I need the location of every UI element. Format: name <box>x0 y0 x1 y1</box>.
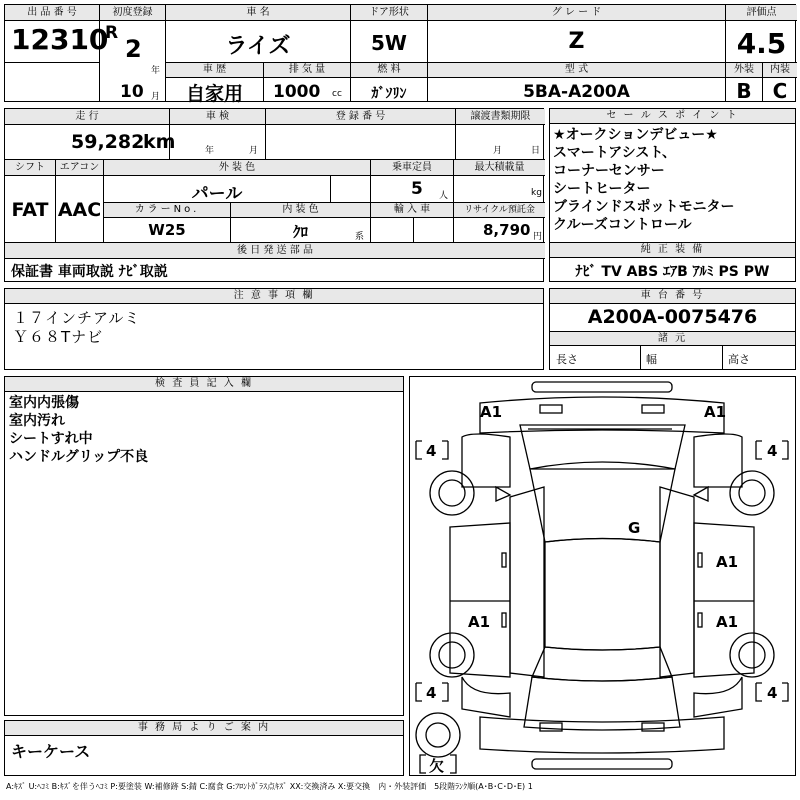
shift: FAT <box>11 199 49 221</box>
notes-label: 注 意 事 項 欄 <box>5 289 543 304</box>
later-parts: 保証書 車両取説 ﾅﾋﾞ取説 <box>11 264 168 280</box>
interior-color: ｸﾛ <box>292 223 308 241</box>
sales-point: クルーズコントロール <box>553 217 692 233</box>
legend: A:ｷｽﾞ U:ﾍｺﾐ B:ｷｽﾞを伴うﾍｺﾐ P:要塗装 W:補修跡 S:錆 C:腐食 G:ﾌﾛﾝﾄｶﾞﾗｽ点ｷｽﾞ XX:交換済み X:要交換 内・外装評価 5段階ﾗﾝｸ順(A･B･C･D･E) 1 <box>6 782 533 791</box>
fuel: ｶﾞｿﾘﾝ <box>371 86 407 102</box>
first-reg-label: 初度登録 <box>100 5 165 20</box>
transfer-day-unit: 日 <box>531 146 541 156</box>
equipment-label: 純 正 装 備 <box>550 243 795 258</box>
import-label: 輸 入 車 <box>393 204 431 215</box>
insp-month-unit: 月 <box>249 146 259 156</box>
mark-windshield: G <box>628 519 641 537</box>
insp-year-unit: 年 <box>205 146 215 156</box>
model-label: 型 式 <box>428 63 725 77</box>
mark-spare: 欠 <box>429 757 445 775</box>
note-line: Ｙ６８Tナビ <box>13 328 104 346</box>
mileage: 59,282 <box>71 131 145 153</box>
capacity-label: 乗車定員 <box>392 162 432 173</box>
history: 自家用 <box>185 83 243 105</box>
color-no-label: カラーNo. <box>134 204 200 215</box>
era: R <box>105 23 119 43</box>
mark-tire-fl: 4 <box>426 442 437 460</box>
sales-point: シートヒーター <box>553 181 651 197</box>
mark-tire-rr: 4 <box>767 684 778 702</box>
height-label: 高さ <box>728 353 750 366</box>
capacity-unit: 人 <box>439 191 449 201</box>
sales-point: スマートアシスト、 <box>553 145 677 161</box>
office-section <box>4 720 404 776</box>
recycle-unit: 円 <box>533 232 543 242</box>
capacity: 5 <box>411 179 423 199</box>
header-section <box>4 4 796 105</box>
fuel-label: 燃 料 <box>351 63 427 77</box>
recycle-label: リサイクル預託金 <box>464 205 535 215</box>
sales-point: コーナーセンサー <box>553 163 665 179</box>
km-unit: km <box>143 131 176 153</box>
inspector-note: 室内内張傷 <box>9 395 79 411</box>
score: 4.5 <box>736 27 787 60</box>
int-color-label: 内 装 色 <box>282 204 319 215</box>
model: 5BA-A200A <box>523 82 630 102</box>
inspector-section <box>4 376 404 716</box>
int-label: 内装 <box>763 63 797 77</box>
exterior-color: パール <box>191 184 243 204</box>
grade-label: グ レ ー ド <box>428 5 725 20</box>
recycle-fee: 8,790 <box>483 221 531 239</box>
score-label: 評価点 <box>726 5 797 20</box>
sales-point: ★オークションデビュー★ <box>553 127 718 143</box>
mark-right-rear-door: A1 <box>716 613 739 631</box>
car-name: ライズ <box>225 34 291 59</box>
lot-number: 12310 <box>11 23 109 56</box>
sales-points-label: セ ー ル ス ポ イ ン ト <box>550 109 795 124</box>
inspector-note: ハンドルグリップ不良 <box>9 449 149 465</box>
damage-diagram <box>409 376 796 776</box>
shift-label: シフト <box>15 162 45 173</box>
lot-no-label: 出 品 番 号 <box>5 5 99 20</box>
mark-tire-rl: 4 <box>426 684 437 702</box>
sales-points-list <box>553 126 734 234</box>
office-note: キーケース <box>11 742 91 761</box>
mark-left-rear-door: A1 <box>468 613 491 631</box>
door-type: 5W <box>371 31 407 55</box>
ext-grade: B <box>736 79 752 103</box>
int-color-unit: 系 <box>355 232 365 242</box>
displacement-label: 排 気 量 <box>264 63 350 77</box>
inspector-label: 検 査 員 記 入 欄 <box>5 377 403 392</box>
car-name-label: 車 名 <box>166 5 350 20</box>
office-label: 事 務 局 よ り ご 案 内 <box>5 721 403 736</box>
car-diagram-svg <box>410 377 795 775</box>
chassis-label: 車 台 番 号 <box>550 289 795 304</box>
transfer-label: 譲渡書類期限 <box>470 111 531 122</box>
ac: AAC <box>57 199 102 221</box>
equipment: ﾅﾋﾞ TV ABS ｴｱB ｱﾙﾐ PS PW <box>575 264 770 280</box>
reg-month: 10 <box>120 82 144 102</box>
later-parts-label: 後 日 発 送 部 品 <box>237 245 313 256</box>
ext-label: 外装 <box>726 63 762 77</box>
mark-right-front-door: A1 <box>716 553 739 571</box>
mark-tire-fr: 4 <box>767 442 778 460</box>
grade: Z <box>568 29 585 54</box>
transfer-month-unit: 月 <box>493 146 503 156</box>
month-unit: 月 <box>151 92 161 102</box>
inspector-note: シートすれ中 <box>9 431 93 447</box>
chassis-number: A200A-0075476 <box>587 306 758 328</box>
reg-no-label: 登 録 番 号 <box>335 111 386 122</box>
color-number: W25 <box>148 221 186 239</box>
chassis-section <box>549 288 796 370</box>
spec-label: 諸 元 <box>550 332 795 346</box>
load-label: 最大積載量 <box>474 162 525 173</box>
inspection-label: 車 検 <box>205 111 230 122</box>
notes-section <box>4 288 544 370</box>
note-line: １７インチアルミ <box>13 309 141 327</box>
mark-front-left: A1 <box>480 403 503 421</box>
history-label: 車 歴 <box>166 63 263 77</box>
displacement: 1000 <box>273 82 321 102</box>
color-label: 外 装 色 <box>218 162 256 173</box>
int-grade: C <box>772 79 788 103</box>
mileage-label: 走 行 <box>75 111 99 122</box>
door-label: ドア形状 <box>351 5 427 20</box>
sales-points-section <box>549 108 796 282</box>
year-unit: 年 <box>151 66 161 76</box>
ac-label: エアコン <box>59 162 100 173</box>
width-label: 幅 <box>646 353 657 366</box>
length-label: 長さ <box>556 353 578 366</box>
inspector-note: 室内汚れ <box>9 413 65 429</box>
sales-point: ブラインドスポットモニター <box>553 199 735 215</box>
cc-unit: cc <box>332 89 342 99</box>
load-unit: kg <box>531 188 542 198</box>
reg-year: 2 <box>125 35 142 63</box>
mark-front-right: A1 <box>704 403 727 421</box>
vehicle-details-section <box>4 108 544 282</box>
